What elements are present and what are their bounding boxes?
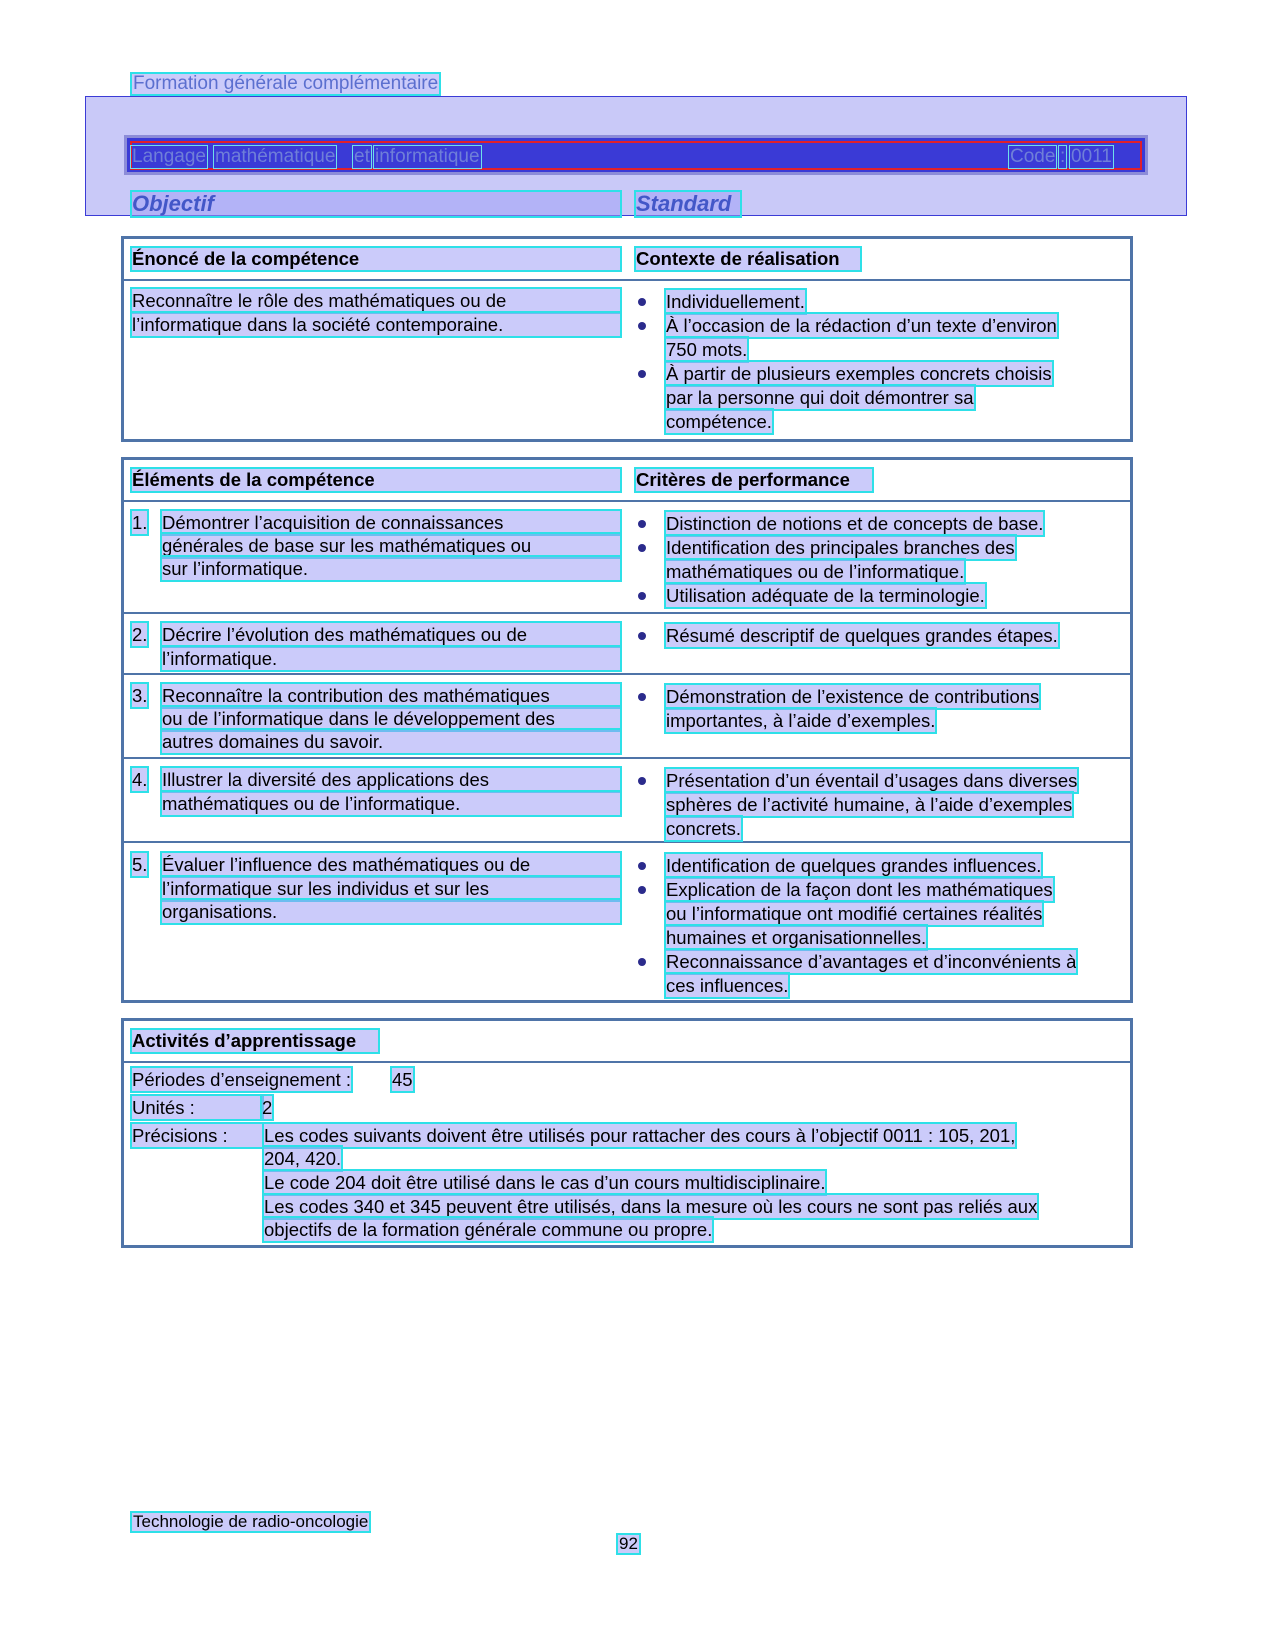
precisions-label: Précisions : [132, 1124, 262, 1147]
unites-label: Unités : [132, 1096, 262, 1119]
element-number: 1. [132, 512, 148, 533]
criterion: importantes, à l’aide d’exemples. [666, 710, 936, 731]
contexte-item: À partir de plusieurs exemples concrets choisis [666, 363, 1052, 384]
code-bar-word: et [354, 146, 370, 167]
element-line: Démontrer l’acquisition de connaissances [162, 511, 620, 534]
element-line: Illustrer la diversité des applications des [162, 768, 620, 791]
element-line: mathématiques ou de l’informatique. [162, 792, 620, 815]
criterion: Démonstration de l’existence de contributions [666, 686, 1040, 707]
activites-heading: Activités d’apprentissage [132, 1030, 378, 1052]
periodes-label: Périodes d’enseignement : [132, 1069, 352, 1090]
bullet-icon [638, 777, 646, 785]
divider [121, 841, 1133, 843]
periodes-value: 45 [392, 1069, 413, 1090]
contexte-heading: Contexte de réalisation [636, 248, 860, 270]
criteres-heading: Critères de performance [636, 469, 872, 491]
unites-value: 2 [262, 1097, 273, 1118]
divider [121, 612, 1133, 614]
element-line: l’informatique sur les individus et sur les [162, 877, 620, 900]
divider [121, 500, 1133, 502]
element-line: générales de base sur les mathématiques ou [162, 534, 620, 557]
bullet-icon [638, 632, 646, 640]
code-value: 0011 [1071, 146, 1112, 167]
criterion: concrets. [666, 818, 742, 839]
divider [121, 1061, 1133, 1063]
bullet-icon [638, 693, 646, 701]
divider [121, 757, 1133, 759]
bullet-icon [638, 544, 646, 552]
criterion: Utilisation adéquate de la terminologie. [666, 585, 985, 606]
contexte-item: À l’occasion de la rédaction d’un texte d’environ [666, 315, 1057, 336]
element-line: autres domaines du savoir. [162, 730, 620, 753]
precisions-line: Les codes suivants doivent être utilisés pour rattacher des cours à l’objectif 0011 : 105, 201, [264, 1125, 1016, 1146]
element-number: 2. [132, 624, 148, 645]
bullet-icon [638, 958, 646, 966]
criterion: Identification des principales branches des [666, 537, 1015, 558]
element-line: sur l’informatique. [162, 557, 620, 580]
criterion: Résumé descriptif de quelques grandes étapes. [666, 625, 1058, 646]
bullet-icon [638, 592, 646, 600]
bullet-icon [638, 298, 646, 306]
element-number: 4. [132, 769, 148, 790]
element-line: organisations. [162, 900, 620, 923]
running-header: Formation générale complémentaire [133, 73, 439, 94]
element-line: Évaluer l’influence des mathématiques ou de [162, 853, 620, 876]
enonce-line: Reconnaître le rôle des mathématiques ou de [132, 289, 620, 312]
precisions-line: 204, 420. [264, 1148, 342, 1169]
precisions-line: Le code 204 doit être utilisé dans le cas d’un cours multidisciplinaire. [264, 1172, 826, 1193]
element-line: Décrire l’évolution des mathématiques ou de [162, 623, 620, 646]
contexte-item: 750 mots. [666, 339, 748, 360]
code-separator: : [1060, 146, 1066, 167]
bullet-icon [638, 322, 646, 330]
criterion: ces influences. [666, 975, 789, 996]
element-number: 5. [132, 854, 148, 875]
criterion: humaines et organisationnelles. [666, 927, 927, 948]
bullet-icon [638, 370, 646, 378]
element-line: Reconnaître la contribution des mathématiques [162, 684, 620, 707]
code-label: Code [1010, 146, 1056, 167]
contexte-item: Individuellement. [666, 291, 805, 312]
divider [121, 279, 1133, 281]
code-bar-word: mathématique [215, 146, 336, 167]
page-number: 92 [619, 1534, 638, 1553]
enonce-line: l’informatique dans la société contemporaine. [132, 313, 620, 336]
criterion: mathématiques ou de l’informatique. [666, 561, 965, 582]
objectif-label: Objectif [132, 192, 620, 216]
contexte-item: par la personne qui doit démontrer sa [666, 387, 974, 408]
criterion: ou l’informatique ont modifié certaines réalités [666, 903, 1043, 924]
code-bar-word: Langage [132, 146, 206, 167]
criterion: Reconnaissance d’avantages et d’inconvénients à [666, 951, 1077, 972]
element-line: ou de l’informatique dans le développement des [162, 707, 620, 730]
criterion: Explication de la façon dont les mathématiques [666, 879, 1053, 900]
precisions-line: Les codes 340 et 345 peuvent être utilisés, dans la mesure où les cours ne sont pas reliés aux [264, 1196, 1038, 1217]
bullet-icon [638, 886, 646, 894]
contexte-item: compétence. [666, 411, 772, 432]
bullet-icon [638, 862, 646, 870]
code-bar-word: informatique [375, 146, 480, 167]
element-line: l’informatique. [162, 647, 620, 670]
criterion: Distinction de notions et de concepts de base. [666, 513, 1044, 534]
enonce-heading: Énoncé de la compétence [132, 248, 620, 270]
bullet-icon [638, 520, 646, 528]
criterion: Présentation d’un éventail d’usages dans diverses [666, 770, 1078, 791]
footer-program: Technologie de radio-oncologie [133, 1512, 369, 1531]
element-number: 3. [132, 685, 148, 706]
elements-heading: Éléments de la compétence [132, 469, 620, 491]
precisions-line: objectifs de la formation générale commune ou propre. [264, 1219, 713, 1240]
standard-label: Standard [636, 192, 740, 216]
criterion: Identification de quelques grandes influences. [666, 855, 1042, 876]
criterion: sphères de l’activité humaine, à l’aide d’exemples [666, 794, 1073, 815]
divider [121, 673, 1133, 675]
